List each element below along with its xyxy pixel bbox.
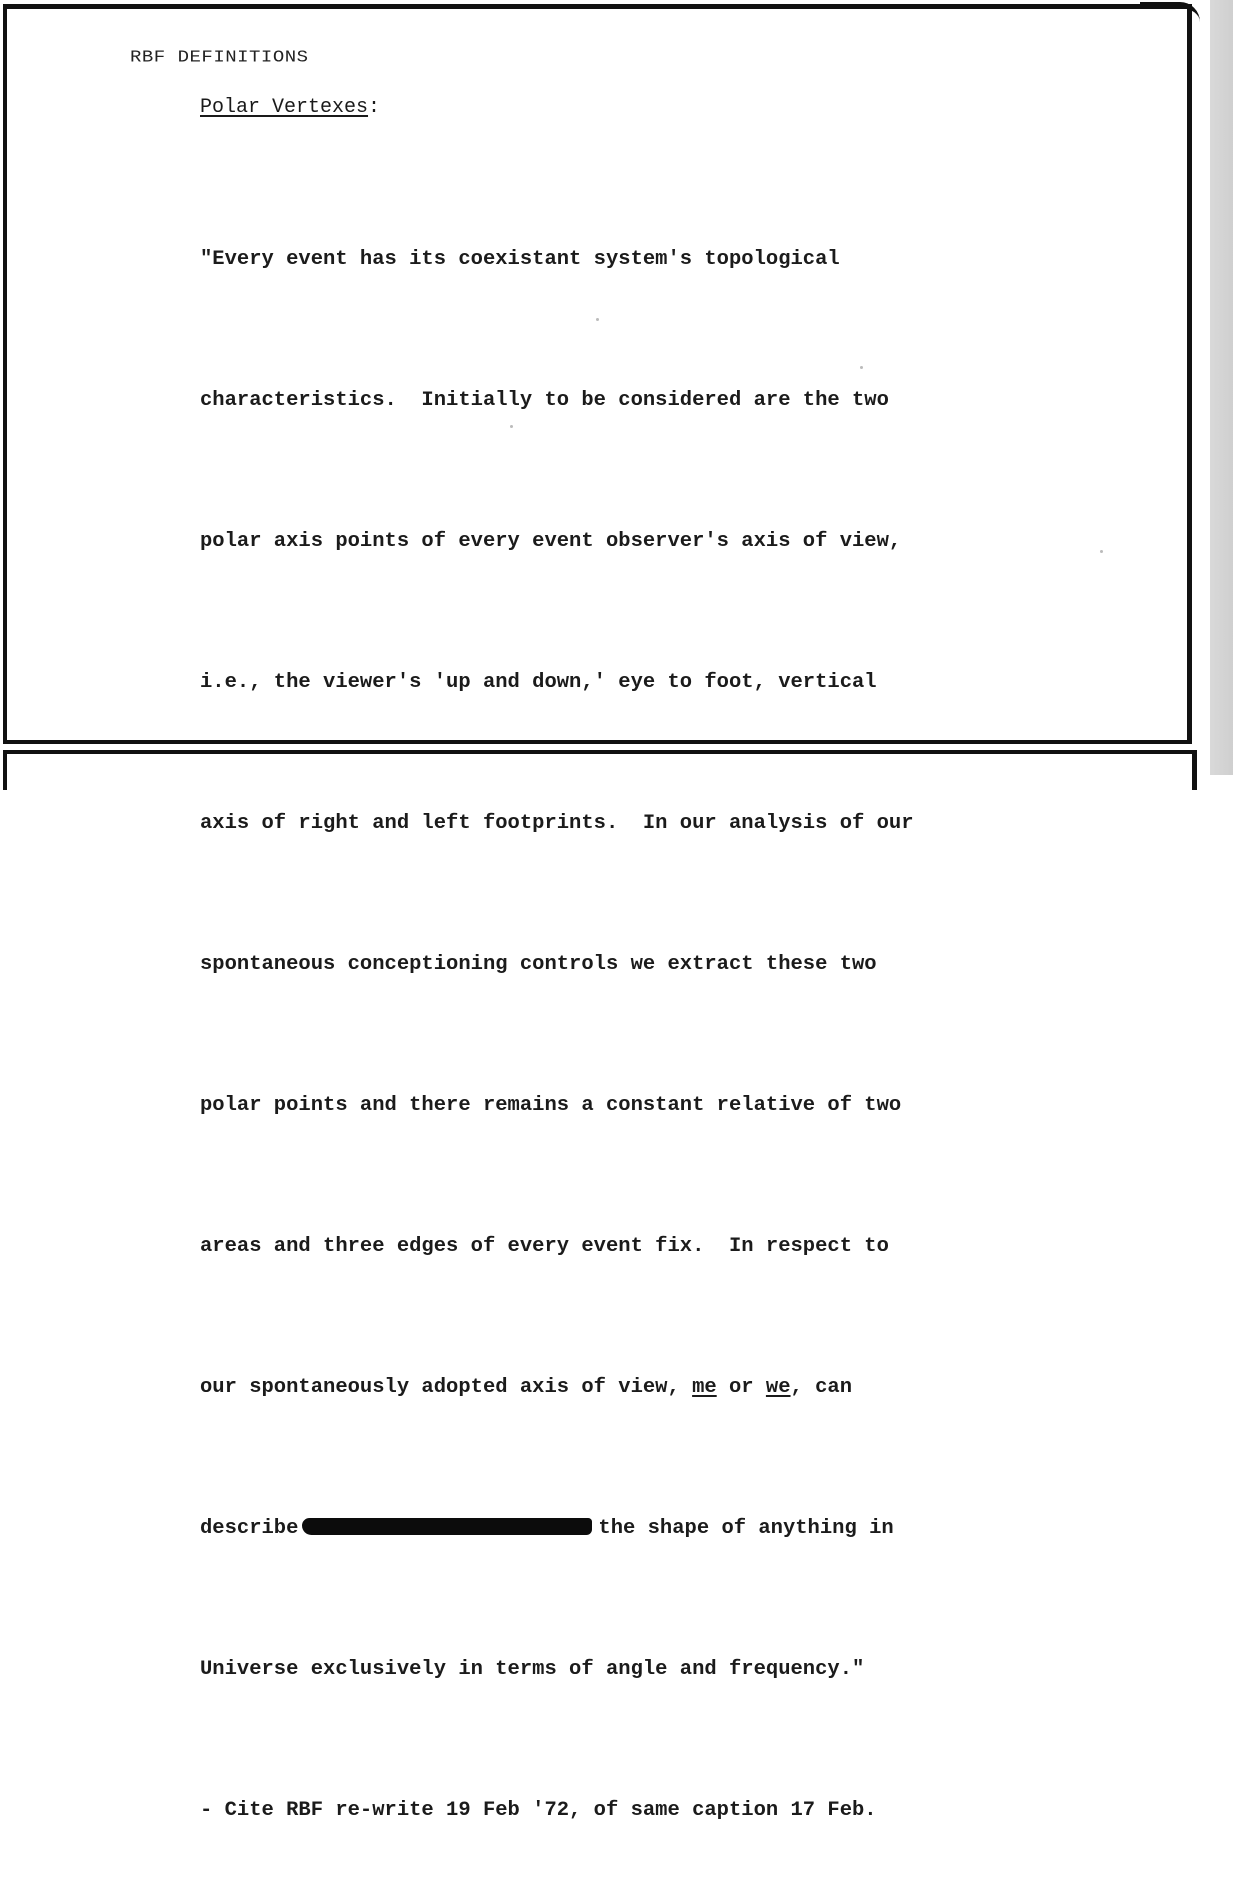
quote-line-9-mid: or xyxy=(716,1376,766,1399)
quote-line-10-end: the shape of anything in xyxy=(598,1517,894,1540)
quote-line-1: "Every event has its coexistant system's topological xyxy=(200,248,840,271)
quote-line-7: polar points and there remains a constant relative of two xyxy=(200,1094,902,1117)
redaction-mark xyxy=(302,1518,592,1535)
quote-line-3: polar axis points of every event observer's axis of view, xyxy=(200,530,902,553)
quote-line-9 xyxy=(200,1364,1080,1411)
scan-speck xyxy=(596,318,599,321)
underlined-me: me xyxy=(692,1376,717,1399)
quote-line-10-start: describe xyxy=(200,1517,299,1540)
definition-title-colon: : xyxy=(368,96,381,119)
definition-title xyxy=(200,96,380,119)
scan-speck xyxy=(1100,550,1103,553)
quote-line-6: spontaneous conceptioning controls we extract these two xyxy=(200,953,877,976)
underlined-we: we xyxy=(765,1376,791,1399)
definition-title-text: Polar Vertexes xyxy=(200,96,369,119)
quote-line-8: areas and three edges of every event fix. In respect to xyxy=(200,1235,889,1258)
scan-speck xyxy=(510,425,513,428)
scan-speck xyxy=(860,366,863,369)
quote-line-9-start: our spontaneously adopted axis of view, xyxy=(200,1376,693,1399)
quote-line-9-end: , can xyxy=(790,1376,853,1399)
scan-edge xyxy=(1210,0,1233,775)
quote-line-10 xyxy=(200,1505,1080,1552)
quote-line-4: i.e., the viewer's 'up and down,' eye to foot, vertical xyxy=(200,671,877,694)
quote-line-2: characteristics. Initially to be considered are the two xyxy=(200,389,889,412)
quote-line-5: axis of right and left footprints. In our analysis of our xyxy=(200,812,914,835)
card-corner-curl xyxy=(1140,2,1200,22)
page-heading: RBF DEFINITIONS xyxy=(130,48,309,67)
citation-line: - Cite RBF re-write 19 Feb '72, of same caption 17 Feb. xyxy=(200,1799,877,1822)
quote-line-11: Universe exclusively in terms of angle and frequency." xyxy=(200,1658,865,1681)
quotation-body xyxy=(200,142,1080,1881)
